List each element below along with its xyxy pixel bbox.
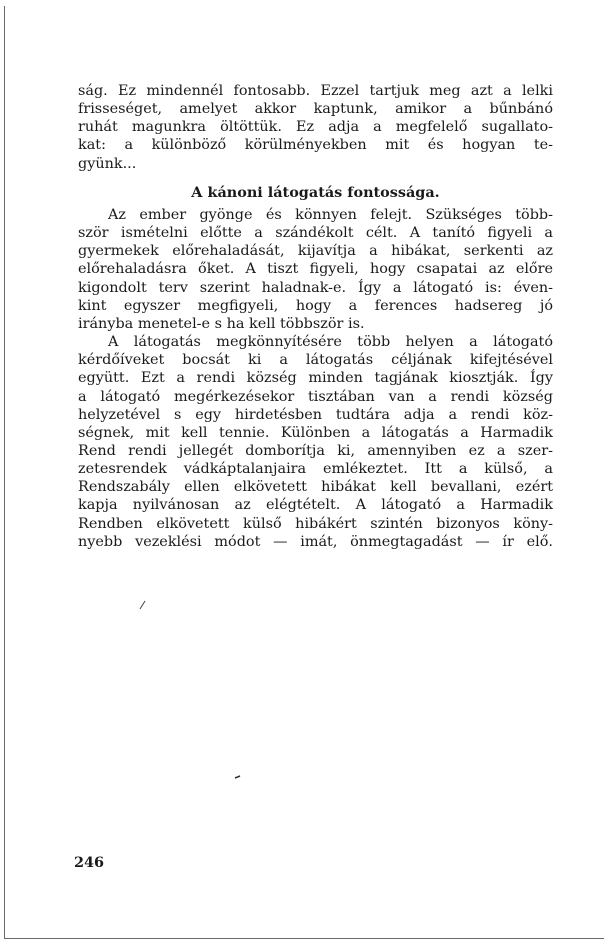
text-line: kérdőíveket bocsát ki a látogatás céljának kifejtésével: [78, 352, 553, 369]
text-line: gyermekek előrehaladását, kijavítja a hibákat, serkenti az: [78, 243, 553, 260]
text-line: kint egyszer megfigyeli, hogy a ferences hadsereg jó: [78, 297, 553, 314]
text-line: nyebb vezeklési módot — imát, önmegtagadást — ír elő.: [78, 533, 553, 550]
text-line: kapja nyilvánosan az elégtételt. A látogató a Harmadik: [78, 497, 553, 514]
paragraph-continuation: [78, 82, 553, 173]
text-line: együtt. Ezt a rendi község minden tagjának kiosztják. Így: [78, 370, 553, 387]
text-line: Rendszabály ellen elkövetett hibákat kell bevallani, ezért: [78, 479, 553, 496]
text-line: kigondolt terv szerint haladnak-e. Így a látogató is: éven-: [78, 279, 553, 296]
text-line: Rend rendi jellegét domborítja ki, amennyiben ez a szer-: [78, 442, 553, 459]
scan-speck: [234, 774, 242, 780]
text-line: Az ember gyönge és könnyen felejt. Szükséges több-: [108, 206, 553, 223]
text-line: ruhát magunkra öltöttük. Ez adja a megfelelő sugallato-: [78, 119, 553, 136]
paragraph: [78, 333, 553, 551]
page-number: 246: [74, 854, 105, 871]
text-line: kat: a különböző körülményekben mit és hogyan te-: [78, 137, 553, 154]
text-line: Rendben elkövetett külső hibákért szintén bizonyos köny-: [78, 515, 553, 532]
text-line: helyzetével s egy hirdetésben tudtára adja a rendi köz-: [78, 406, 553, 423]
text-line: irányba menetel-e s ha kell többször is.: [78, 315, 365, 332]
text-line: előrehaladásra őket. A tiszt figyeli, hogy csapatai az előre: [78, 261, 553, 278]
text-line: gyünk...: [78, 155, 137, 172]
text-line: zetesrendek vádkáptalanjaira emlékeztet. Itt a külső, a: [78, 461, 553, 478]
section-heading: A kánoni látogatás fontossága.: [191, 183, 440, 201]
text-line: ször ismételni előtte a szándékolt célt. A tanító figyeli a: [78, 225, 553, 242]
text-line: ság. Ez mindennél fontosabb. Ezzel tartjuk meg azt a lelki: [78, 83, 553, 99]
text-line: A látogatás megkönnyítésére több helyen a látogató: [108, 334, 553, 351]
text-line: ségnek, mit kell tennie. Különben a látogatás a Harmadik: [78, 424, 553, 441]
text-line: a látogató megérkezésekor tisztában van a rendi község: [78, 388, 553, 405]
paragraph: [78, 206, 553, 333]
text-line: frisseséget, amelyet akkor kaptunk, amikor a bűnbánó: [78, 101, 553, 118]
scan-speck: [139, 600, 147, 610]
page-body: [78, 82, 553, 551]
